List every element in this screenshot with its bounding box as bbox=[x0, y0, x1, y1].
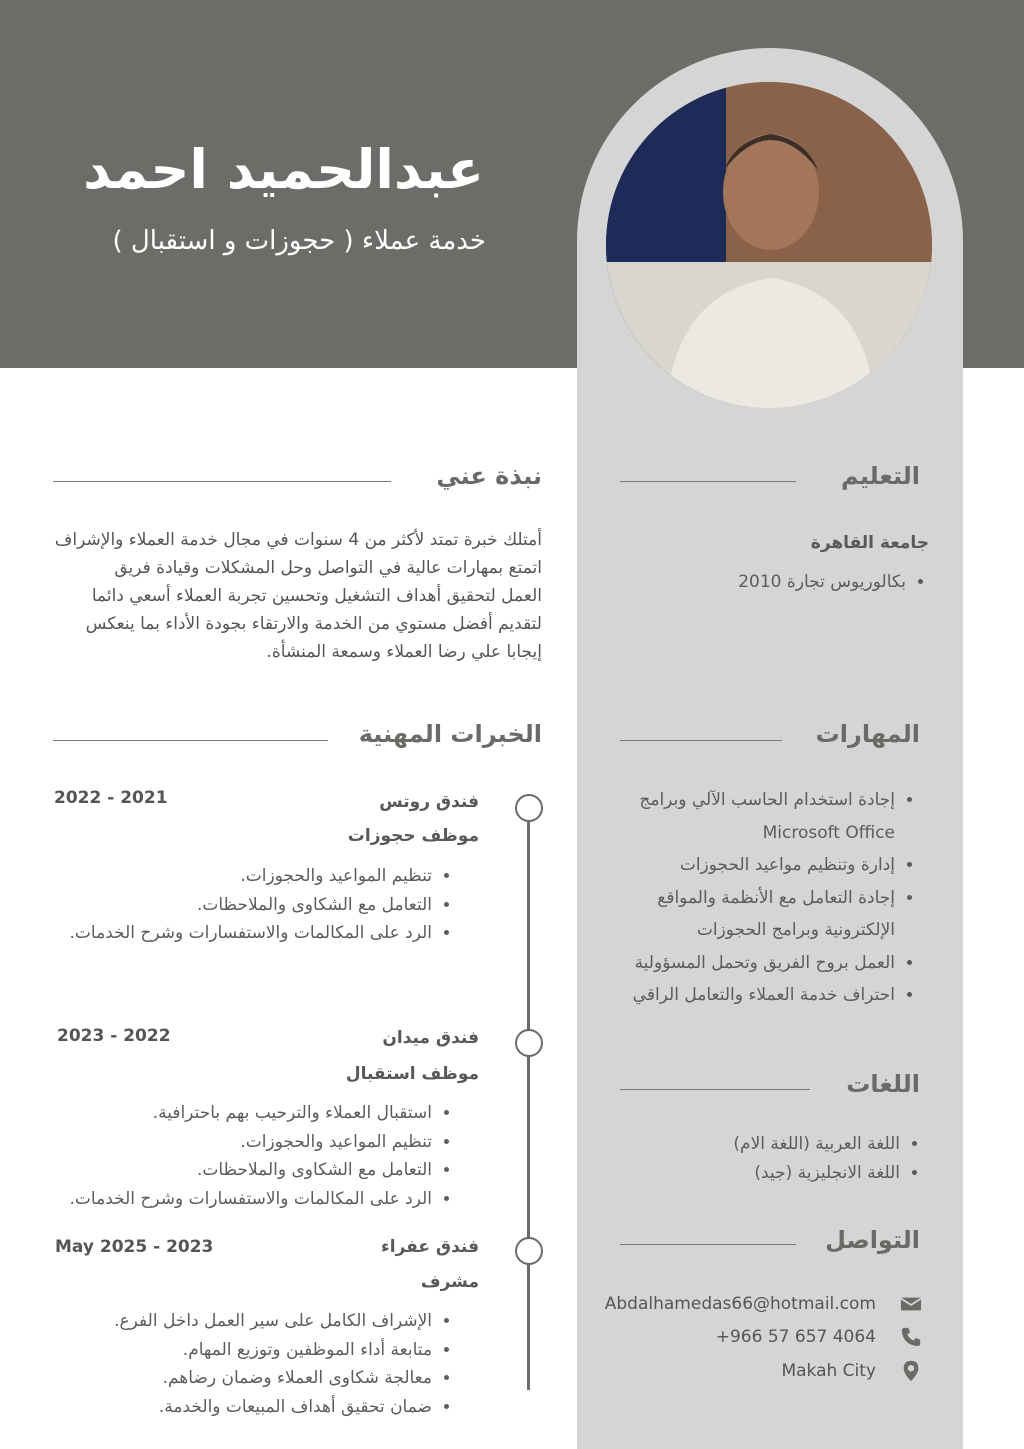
contact-heading: التواصل bbox=[825, 1226, 920, 1254]
job-role: موظف حجوزات bbox=[347, 826, 479, 846]
about-text bbox=[42, 526, 542, 666]
education-rule bbox=[620, 481, 796, 482]
job-task: • التعامل مع الشكاوى والملاحظات. bbox=[70, 891, 433, 920]
job-task: • الرد على المكالمات والاستفسارات وشرح الخدمات. bbox=[70, 919, 433, 948]
experience-timeline bbox=[527, 808, 530, 1390]
skill-item: • إدارة وتنظيم مواعيد الحجوزات bbox=[633, 849, 895, 882]
job-dates: May 2025 - 2023 bbox=[55, 1237, 214, 1257]
about-line: إيجابا علي رضا العملاء وسمعة المنشأة. bbox=[266, 642, 542, 662]
about-line: العمل لتحقيق أهداف التشغيل وتحسين تجربة العملاء أسعي دائما bbox=[91, 586, 542, 606]
skills-heading: المهارات bbox=[815, 720, 920, 748]
education-item: • بكالوريوس تجارة 2010 bbox=[738, 568, 906, 597]
contact-email[interactable]: Abdalhamedas66@hotmail.com bbox=[604, 1294, 876, 1314]
job-dates: 2023 - 2022 bbox=[57, 1026, 171, 1046]
location-pin-icon bbox=[900, 1360, 922, 1382]
education-heading: التعليم bbox=[841, 462, 920, 490]
experience-heading: الخبرات المهنية bbox=[358, 720, 542, 748]
job-task: • ضمان تحقيق أهداف المبيعات والخدمة. bbox=[114, 1393, 432, 1422]
about-line: لتقديم أفضل مستوي من الخدمة والارتقاء بجودة الأداء بما ينعكس bbox=[85, 614, 542, 634]
job-role: مشرف bbox=[420, 1272, 479, 1292]
skill-item-continued: Microsoft Office bbox=[762, 822, 895, 843]
envelope-icon bbox=[900, 1293, 922, 1315]
about-rule bbox=[53, 481, 391, 482]
job-dates: 2022 - 2021 bbox=[54, 788, 168, 808]
job-company: فندق عفراء bbox=[381, 1237, 479, 1257]
skill-item-continued: الإلكترونية وبرامج الحجوزات bbox=[696, 920, 895, 940]
phone-icon bbox=[900, 1326, 922, 1348]
experience-rule bbox=[53, 740, 328, 741]
job-task: • الرد على المكالمات والاستفسارات وشرح الخدمات. bbox=[70, 1185, 433, 1214]
timeline-dot bbox=[515, 794, 543, 822]
skills-rule bbox=[620, 740, 782, 741]
job-task: • تنظيم المواعيد والحجوزات. bbox=[70, 1128, 433, 1157]
language-item: • اللغة الانجليزية (جيد) bbox=[733, 1159, 900, 1188]
education-list bbox=[738, 568, 928, 597]
person-name: عبدالحميد احمد bbox=[83, 138, 484, 201]
job-task: • تنظيم المواعيد والحجوزات. bbox=[70, 862, 433, 891]
contact-phone-row bbox=[716, 1326, 922, 1348]
about-line: أمتلك خبرة تمتد لأكثر من 4 سنوات في مجال خدمة العملاء والإشراف bbox=[54, 530, 542, 550]
education-school: جامعة القاهرة bbox=[810, 533, 929, 553]
profile-photo bbox=[606, 82, 932, 408]
job-tasks bbox=[70, 1099, 455, 1213]
job-company: فندق ميدان bbox=[382, 1028, 479, 1048]
job-company: فندق روتس bbox=[379, 792, 479, 812]
job-task: • معالجة شكاوى العملاء وضمان رضاهم. bbox=[114, 1364, 432, 1393]
contact-email-row bbox=[605, 1293, 922, 1315]
job-task: • التعامل مع الشكاوى والملاحظات. bbox=[70, 1156, 433, 1185]
contact-rule bbox=[620, 1244, 796, 1245]
contact-location-row bbox=[781, 1360, 922, 1382]
timeline-dot bbox=[515, 1029, 543, 1057]
skills-list bbox=[633, 784, 917, 1012]
languages-list bbox=[733, 1130, 922, 1187]
job-title: خدمة عملاء ( حجوزات و استقبال ) bbox=[112, 226, 486, 256]
skill-item: • العمل بروح الفريق وتحمل المسؤولية bbox=[633, 947, 895, 980]
contact-phone[interactable]: +966 57 657 4064 bbox=[715, 1327, 876, 1347]
languages-rule bbox=[620, 1089, 810, 1090]
job-role: موظف استقبال bbox=[345, 1064, 479, 1084]
contact-location: Makah City bbox=[781, 1361, 876, 1381]
about-line: اتمتع بمهارات عالية في التواصل وحل المشكلات وقيادة فريق bbox=[114, 558, 542, 578]
job-tasks bbox=[70, 862, 455, 948]
skill-item: • إجادة استخدام الحاسب الآلي وبرامج bbox=[633, 784, 895, 817]
profile-photo-illustration bbox=[606, 82, 932, 408]
languages-heading: اللغات bbox=[846, 1070, 920, 1098]
job-task: • استقبال العملاء والترحيب بهم باحترافية. bbox=[70, 1099, 433, 1128]
skill-item: • احتراف خدمة العملاء والتعامل الراقي bbox=[633, 979, 895, 1012]
job-task: • متابعة أداء الموظفين وتوزيع المهام. bbox=[114, 1336, 432, 1365]
job-task: • الإشراف الكامل على سير العمل داخل الفرع. bbox=[114, 1307, 432, 1336]
skill-item: • إجادة التعامل مع الأنظمة والمواقع bbox=[633, 882, 895, 915]
about-heading: نبذة عني bbox=[436, 462, 542, 490]
job-tasks bbox=[114, 1307, 454, 1421]
timeline-dot bbox=[515, 1237, 543, 1265]
language-item: • اللغة العربية (اللغة الام) bbox=[733, 1130, 900, 1159]
